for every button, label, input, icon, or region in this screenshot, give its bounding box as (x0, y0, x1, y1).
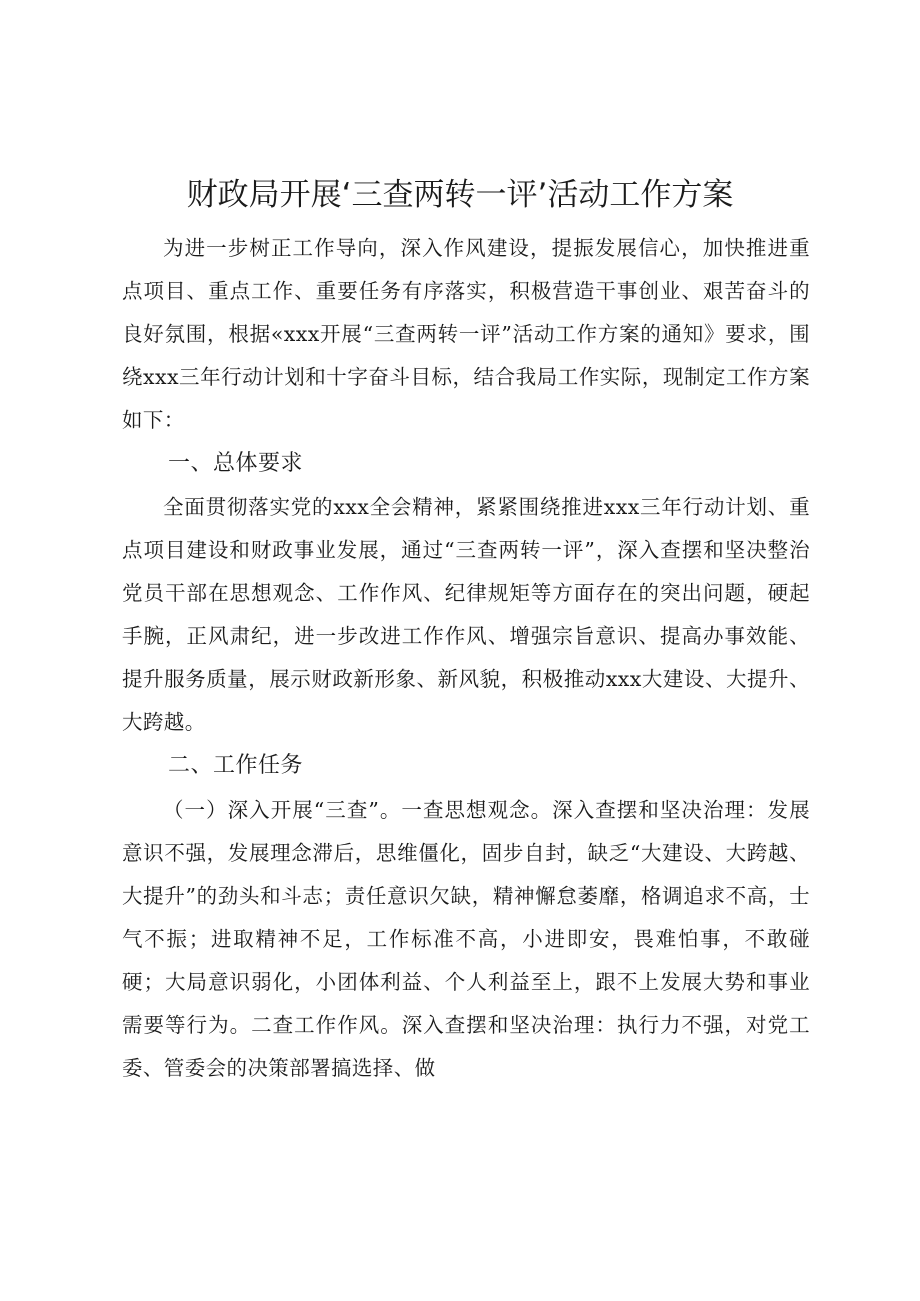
section-paragraph-work-tasks: （一）深入开展“三查”。一查思想观念。深入查摆和坚决治理：发展意识不强，发展理念滞后，思维僵化，固步自封，缺乏“大建设、大跨越、大提升”的劲头和斗志；责任意识欠缺，精神懈怠萎靡，格调追求不高，士气不振；进取精神不足，工作标准不高，小进即安，畏难怕事，不敢碰硬；大局意识弱化，小团体利益、个人利益至上，跟不上发展大势和事业需要等行为。二查工作作风。深入查摆和坚决治理：执行力不强，对党工委、管委会的决策部署搞选择、做 (122, 798, 810, 1080)
intro-paragraph: 为进一步树正工作导向，深入作风建设，提振发展信心，加快推进重点项目、重点工作、重要任务有序落实，积极营造干事创业、艰苦奋斗的良好氛围，根据«xxx开展“三查两转一评”活动工作方案的通知》要求，围绕xxx三年行动计划和十字奋斗目标，结合我局工作实际，现制定工作方案如下： (122, 236, 810, 432)
section-paragraph-general-requirements: 全面贯彻落实党的xxx全会精神，紧紧围绕推进xxx三年行动计划、重点项目建设和财政事业发展，通过“三查两转一评”，深入查摆和坚决整治党员干部在思想观念、工作作风、纪律规矩等方面存在的突出问题，硬起手腕，正风肃纪，进一步改进工作作风、增强宗旨意识、提高办事效能、提升服务质量，展示财政新形象、新风貌，积极推动xxx大建设、大提升、大跨越。 (122, 495, 810, 734)
document-title: 财政局开展‘三查两转一评’活动工作方案 (186, 177, 734, 213)
section-heading-general-requirements: 一、总体要求 (168, 451, 304, 476)
section-heading-work-tasks: 二、工作任务 (168, 753, 304, 778)
